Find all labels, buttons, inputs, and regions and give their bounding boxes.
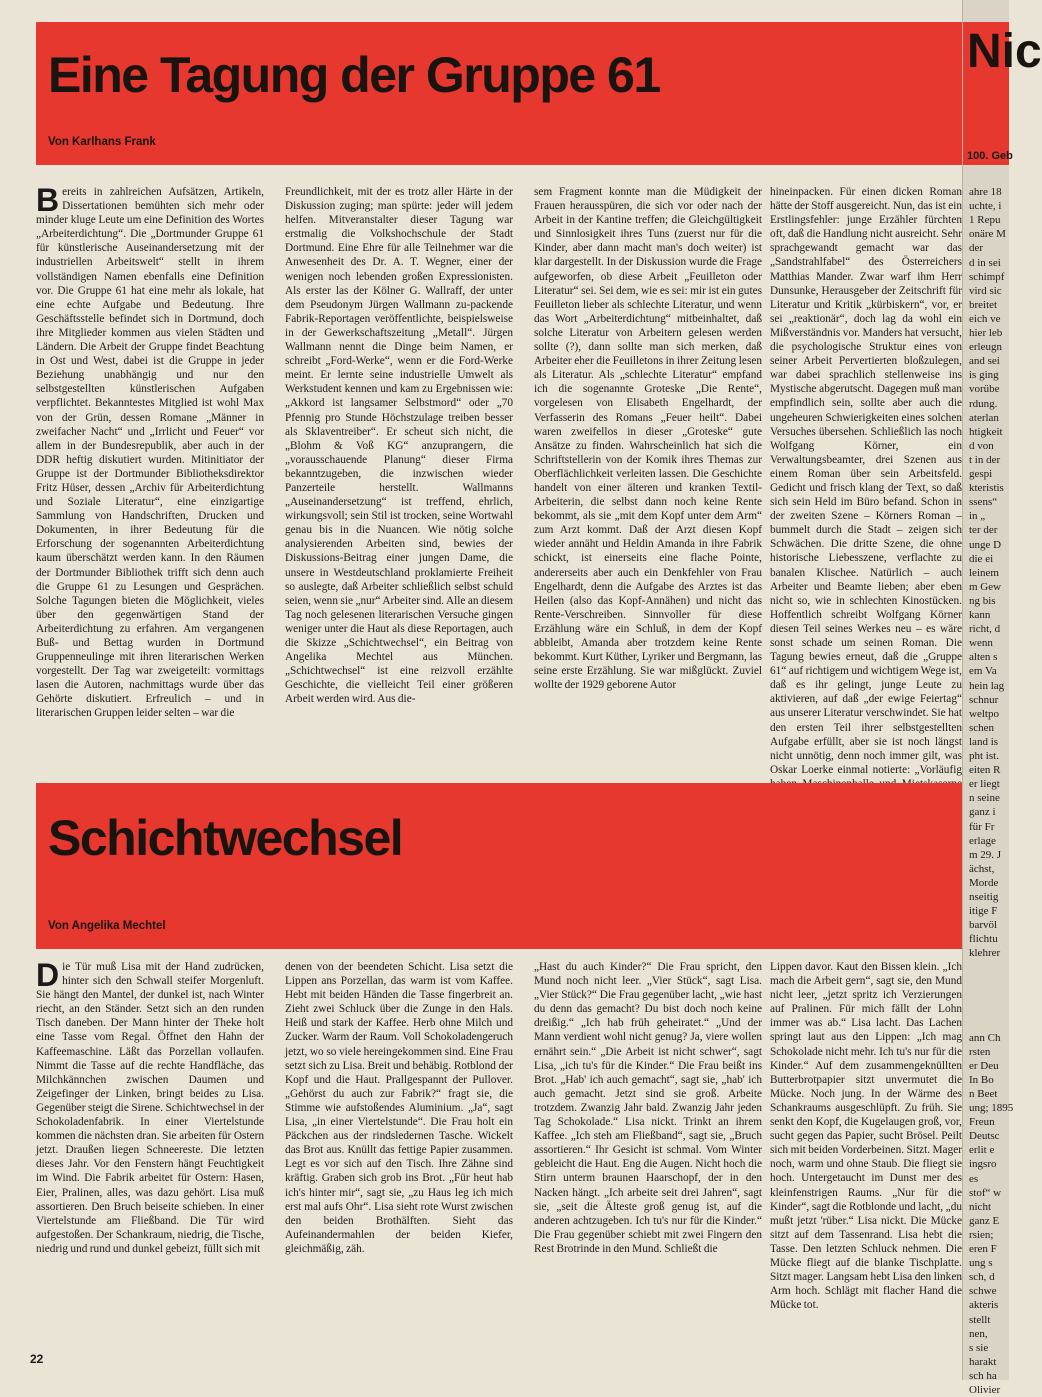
- next-page-fragment: hein lag: [969, 679, 1005, 692]
- article2-column-3: „Hast du auch Kinder?“ Die Frau spricht, den Mund noch nicht leer. „Vier Stück“, sagt Lisa. „Vier Stück?“ Die Frau gegenüber lacht, „wie hast du denn das gemacht? Du bist doch noch keine dreißig.“ „Ich hab früh geheiratet.“ „Und der Mann verdient wohl nicht genug? Ja, viere wollen ernährt sein.“ „Die Arbeit ist nicht schwer“, sagt Lisa, „ich tu's für die Kinder.“ Die Frau beißt ins Brot. „Hab' ich auch gemacht“, sagt sie, „hab' ich auch gemacht. Jetzt sind sie groß. Arbeite trotzdem. Zwanzig Jahr bald. Zwanzig Jahr jeden Tag Schokolade.“ Lisa nickt. Trinkt an ihrem Kaffee. „Ich steh am Fließband“, sagt sie, „Bruch assortieren.“ Ihr Gesicht ist schmal. Vom Winter gebleicht die Haut. Eng die Augen. Nicht hoch die Stirn unterm braunen Haarschopf, der in den Nacken hängt. „Ich arbeite seit drei Jahren“, sagt sie, „seit die Älteste groß genug ist, auf die anderen achtzugeben. Ich tu's nur für die Kinder.“ Die Frau gegenüber schiebt mit zwei Fingern den Rest Brotrinde in den Mund. Schließt die: [534, 961, 762, 1255]
- article2-body: [36, 957, 762, 1332]
- next-page-fragment: nen,: [969, 1327, 988, 1340]
- next-page-fragment: flichtu: [969, 933, 998, 946]
- next-page-fragment: sch, d: [969, 1271, 995, 1284]
- next-page-fragment: 1 Repu: [969, 214, 1001, 227]
- article1-dropcap: B: [36, 182, 60, 218]
- article1-column-2: Freundlichkeit, mit der es trotz aller Härte in der Diskussion zuging; man spürte: jeder will jedem helfen. Mitveranstalter dieser Tagung war erstmalig die Volkshochschule der Stadt Dortmund. Eine Ehre für alle Teilnehmer war die Anwesenheit des Dr. A. T. Wegner, einer der wenigen noch lebenden großen Expressionisten. Als erster las der Kölner G. Wallraff, der unter dem Pseudonym Jürgen Wallmann zu-packende Fabrik-Reportagen veröffentlichte, beispielsweise in der Gewerkschaftszeitung „Metall“. Jürgen Wallmann nennt die Dinge beim Namen, er schreibt „Ford-Werke“, wenn er die Ford-Werke meint. Er lernte seine industrielle Umwelt als Werkstudent kennen und kam zu Ergebnissen wie: „Akkord ist langsamer Selbstmord“ oder „70 Pfennig pro Stunde Höchstzulage treiben besser als Sklaventreiber“. Er scheut sich nicht, die „Blohm & Voß KG“ anzuprangern, die „vorausschauende Planung“ dieser Firma bekanntzugeben, die inzwischen wieder Panzerteile herstellt. Wallmanns „Auseinandersetzung“ ist treffend, ehrlich, wirkungsvoll; sein Stil ist trocken, seine Wortwahl genau bis in die Nuancen. Wie nötig solche analysierenden Arbeiten sind, bewies der Diskussions-Beitrag einer jungen Dame, die unsere in Westdeutschland proklamierte Freiheit so auslegte, daß Arbeiter schließlich selbst schuld seien, wenn sie „nur“ Arbeiter sind. Alle an diesem Tag noch gelesenen literarischen Versuche gingen weniger unter die Haut als diese Reportagen, auch die Skizze „Schichtwechsel“, ein Beitrag von Angelika Mechtel aus München. „Schichtwechsel“ ist eine reizvoll erzählte Geschichte, die vielleicht Teil einer größeren Arbeit werden wird. Aus die-: [285, 186, 513, 706]
- next-page-fragment: schen: [969, 721, 995, 734]
- next-page-fragment: für Fr: [969, 820, 995, 833]
- next-page-fragment: and sei: [969, 355, 1000, 368]
- article1-column-1: [36, 182, 264, 743]
- next-page-fragment: n Beet: [969, 1087, 998, 1100]
- next-page-fragment: Morde: [969, 876, 999, 889]
- next-page-fragment: vird sic: [969, 284, 1002, 297]
- article2-column-4: Lippen davor. Kaut den Bissen klein. „Ich mach die Arbeit gern“, sagt sie, den Mund nicht leer, „jetzt spritz ich Verzierungen auf Pralinen. Für mich fällt der Lohn immer was ab.“ Lisa lacht. Das Lachen springt laut aus den Lippen: „Ich mag Schokolade nicht mehr. Ich tu's nur für die Kinder.“ Auf dem zusammengeknüllten Butterbrotpapier sitzt unvermutet die Mücke. Noch jung. In der Wärme des Schankraums ausgeschlüpft. Zu früh. Sie senkt den Kopf, die Kugelaugen groß, vor, sucht gegen das Papier, sucht Brösel. Peilt sich mit beiden Vorderbeinen. Sitzt. Mager noch, warm und ohne Staub. Die fliegt sie hoch. Untergetaucht im Dunst mer des kleinfenstrigen Raums. „Nur für die Kinder“, sagt die Rotblonde und lacht, „du mußt jetzt 'rüber.“ Lisa nickt. Die Mücke sitzt auf dem Tassenrand. Lisa hebt die Tasse. Den letzten Schluck nehmen. Die Mücke fliegt auf die blanke Tischplatte. Sitzt mager. Langsam hebt Lisa den linken Arm hoch. Schlägt mit flacher Hand die Mücke tot.: [770, 961, 962, 1312]
- next-page-fragment: erlage: [969, 834, 996, 847]
- next-page-fragment: itige F: [969, 905, 998, 918]
- next-page-fragment: ahre 18: [969, 186, 1002, 198]
- next-page-fragment: nseitig: [969, 891, 999, 903]
- next-page-fragment: Deutsc: [969, 1130, 1000, 1143]
- next-page-fragment: kann: [969, 609, 991, 621]
- next-page-fragment: erleugn: [969, 341, 1002, 354]
- next-page-fragment: harakt: [969, 1355, 997, 1368]
- next-page-fragment: ung s: [969, 1257, 993, 1270]
- article1-column-3: sem Fragment konnte man die Müdigkeit der Frauen herausspüren, die sich vor oder nach der Arbeit in der Kantine treffen; die Gleichgültigkeit und Sinnlosigkeit ihres Tuns (zuerst nur für die Kinder, aber dann macht man's doch weiter) ist klar dargestellt. In der Diskussion wurde die Frage aufgeworfen, ob diese Arbeit „Feuilleton oder Literatur“ sei. Sei dem, wie es sei: mir ist ein gutes Feuilleton lieber als schlechte Literatur, und wenn das Wort „Arbeiterdichtung“ mitbeinhaltet, daß solche Literatur von Arbeitern gelesen werden sollte (?), dann sollte man sich merken, daß Arbeiter eher die Feuilletons in ihrer Zeitung lesen als Literatur. Als „schlechte Literatur“ empfand ich die sogenannte Groteske „Die Rente“, vorgelesen von Elisabeth Engelhardt, der Verfasserin des Romans „Feuer heilt“. Dabei waren zweifellos in dieser „Groteske“ gute Ansätze zu finden. Wahrscheinlich hat sich die Schriftstellerin von der Komik ihres Themas zur Oberflächlichkeit verleiten lassen. Die Geschichte handelt von einer älteren und kranken Textil-Arbeiterin, die selbst dann noch keine Rente bekommt, als sie „mit dem Kopf unter dem Arm“ zum Arzt kommt. Daß der Arzt diesen Kopf wieder annäht und Heldin Amanda in ihre Fabrik schickt, ist einerseits eine flache Pointe, andererseits aber auch ein Denkfehler von Frau Engelhardt, denn die Aufgabe des Arztes ist das Heilen (also das Kopf-Annähen) und nicht das Rente-Verschreiben. Sinnvoller für diese Erzählung wäre ein Schluß, in dem der Kopf abbleibt, Amanda aber trotzdem keine Rente bekommt. Kurt Küther, Lyriker und Bergmann, las seine erste Erzählung. Sie war mißglückt. Zuviel wollte der 1929 geborene Autor: [534, 186, 762, 692]
- next-page-fragment: ssens“: [969, 496, 998, 509]
- next-page-fragment: d in sei: [969, 256, 1001, 269]
- article1-column-1-text: ereits in zahlreichen Aufsätzen, Artikeln, Dissertationen bemühten sich mehr oder minder kluge Leute um eine Definition des Wortes „Arbeiterdichtung“. Die „Dortmunder Gruppe 61 für künstlerische Auseinandersetzung mit der industriellen Arbeitswelt“ stellt in ihrem vollständigen Namen ebenfalls eine Definition vor. Die Gruppe 61 hat eine mehr als lokale, hat eine echte Aufgabe und Bedeutung. Ihre Geschäftsstelle befindet sich in Dortmund, doch ihre Mitglieder kommen aus vielen Städten und Ländern. Die Arbeit der Gruppe findet Beachtung in Ost und West, dabei ist die Gruppe in jeder Beziehung unabhängig und nur den selbstgestellten künstlerischen Aufgaben verpflichtet. Bekanntestes Mitglied ist wohl Max von der Grün, dessen Romane „Männer in zweifacher Nacht“ und „Irrlicht und Feuer“ vor allem in der Bundesrepublik, aber auch in der DDR heftig diskutiert wurden. Mitinitiator der Gruppe ist der Dortmunder Bibliotheksdirektor Fritz Hüser, dessen „Archiv für Arbeiterdichtung und Soziale Literatur“, eine einzigartige Sammlung von Handschriften, Drucken und Dokumenten, in ihrer Bedeutung für die Erforschung der sogenannten Arbeiterdichtung kaum überschätzt werden kann. In den Räumen der Dortmunder Bibliothek trifft sich denn auch die Gruppe 61 zu Lesungen und Gesprächen. Solche Tagungen bieten die Möglichkeit, vieles über den gegenwärtigen Stand der Arbeiterdichtung zu erfahren. Am vergangenen Buß- und Bettag wurden in Dortmund Gruppenneulinge mit ihren literarischen Werken vorgestellt. Der Tag war zweigeteilt: vormittags lasen die Autoren, nachmittags wurde über das Gehörte diskutiert. Erfreulich – und in literarischen Gruppen leider selten – war die: [36, 186, 264, 720]
- next-page-fragment: der: [969, 242, 984, 255]
- next-page-fragment: wenn: [969, 637, 993, 650]
- next-page-fragment: is ging: [969, 369, 999, 382]
- next-page-fragment: in „: [969, 510, 986, 523]
- next-page-fragment: ächst,: [969, 862, 995, 875]
- next-page-fragment: klehrer: [969, 947, 1001, 960]
- next-page-fragment: rdung.: [969, 397, 998, 410]
- next-page-fragment: rsten: [969, 1045, 991, 1058]
- next-page-fragment: ganz E: [969, 1214, 1000, 1227]
- next-page-fragment: stellt: [969, 1313, 991, 1326]
- next-page-fragment: breitet: [969, 298, 998, 311]
- next-page-fragment: erlit e: [969, 1144, 995, 1157]
- next-page-fragment: die ei: [969, 552, 994, 565]
- next-page-fragment: pht ist.: [969, 750, 999, 762]
- next-page-fragment: schimpf: [969, 270, 1005, 283]
- next-page-fragment: er liegt: [969, 778, 1000, 791]
- article2-dropcap: D: [36, 957, 60, 993]
- article1-title: Eine Tagung der Gruppe 61: [48, 47, 660, 103]
- next-page-fragment: eiten R: [969, 764, 1001, 777]
- next-page-subtitle: 100. Geb: [967, 150, 1013, 162]
- next-page-fragment: alten s: [969, 651, 998, 664]
- article2-column-1-text: ie Tür muß Lisa mit der Hand zudrücken, hinter sich den Schwall steifer Morgenluft. Sie hängt den Mantel, der dunkel ist, nach Winter riecht, an den Ständer. Setzt sich an den runden Tisch daneben. Der Mann hinter der Theke holt eine Tasse vom Regal. Öffnet den Hahn der Kaffeemaschine. Läßt das Porzellan vollaufen. Nimmt die Tasse auf die rechte Handfläche, das Milchkännchen zwischen Daumen und Zeigefinger der Linken, bringt beides zu Lisa. Gegenüber steigt die Sirene. Schichtwechsel in der Schokoladenfabrik. In einer Viertelstunde kommen die nächsten dran. Sie arbeiten für Ostern jetzt. Draußen liegen Schneereste. Die letzten dieses Jahr. Vor den Fenstern hängt Feuchtigkeit im Wind. Die Fabrik arbeitet für Ostern: Hasen, Eier, Pralinen, alles, was dazu gehört. Lisa muß assortieren. Den Bruch beiseite schieben. In einer Viertelstunde am Fließband. Die Tür wird aufgestoßen. Der Schankraum, niedrig, die Tische, niedrig und rund und dunkel gebeizt, füllt sich mit: [36, 961, 264, 1255]
- next-page-fragment: Freun: [969, 1116, 995, 1129]
- next-page-fragment: uchte, i: [969, 200, 1002, 213]
- next-page-fragment: t in der: [969, 453, 1001, 466]
- next-page-fragment: rsien;: [969, 1228, 994, 1241]
- next-page-fragment: ter der: [969, 524, 998, 537]
- next-page-fragment: stof“ w: [969, 1186, 1002, 1199]
- next-page-fragment: vorübe: [969, 383, 1000, 396]
- next-page-fragment: n seine: [969, 792, 1000, 805]
- next-page-edge: [962, 0, 1042, 1396]
- article1-body: [36, 182, 762, 743]
- next-page-fragment: schwe: [969, 1285, 997, 1298]
- next-page-fragment: nicht: [969, 1200, 991, 1213]
- next-page-fragment: land is: [969, 735, 999, 748]
- article1-title-banner: [36, 22, 968, 165]
- next-page-fragment: kteristis: [969, 482, 1004, 495]
- next-page-fragment: es: [969, 1172, 979, 1185]
- page-number: 22: [30, 1352, 44, 1366]
- next-page-fragment: ganz i: [969, 806, 996, 819]
- next-page-fragment: aterlan: [969, 411, 999, 424]
- next-page-fragment: d von: [969, 439, 994, 452]
- next-page-fragment: m Gew: [969, 580, 1002, 593]
- article2-byline: Von Angelika Mechtel: [48, 920, 166, 932]
- next-page-fragment: barvöl: [969, 919, 998, 932]
- next-page-fragment: unge D: [969, 538, 1002, 551]
- next-page-fragment: Olivier: [969, 1384, 1001, 1396]
- next-page-fragment: ann Ch: [969, 1031, 1001, 1044]
- next-page-fragment: richt, d: [969, 623, 1001, 636]
- next-page-fragment: weltpo: [969, 707, 999, 720]
- next-page-fragment: schnur: [969, 693, 999, 706]
- next-page-fragment: m 29. J: [969, 848, 1002, 861]
- next-page-fragment: akteris: [969, 1299, 999, 1312]
- next-page-fragment: eren F: [969, 1243, 997, 1255]
- next-page-fragment: eich ve: [969, 312, 1001, 325]
- next-page-fragment: ng bis: [969, 594, 996, 607]
- article1-column-4: hineinpacken. Für einen dicken Roman hätte der Stoff ausgereicht. Nun, das ist ein Erstlingsfehler: junge Erzähler fürchten oft, daß die Handlung nicht ausreicht. Sehr sprachgewandt gemacht war das „Sandstrahlfabel“ des Österreichers Matthias Mander. Zwar warf ihm Herr Dunsunke, Herausgeber der Zeitschrift für Literatur und Kritik „kürbiskern“, vor, er sei „reaktionär“, doch lag da wohl ein Mißverständnis vor. Manders hat versucht, die psychologische Struktur eines von seiner Arbeit Pervertierten bloßzulegen, war dabei sprachlich stellenweise ins Mystische abgerutscht. Dagegen muß man empfindlich sein, sollte aber auch die ungeheuren Schwierigkeiten eines solchen Versuches übersehen. Schließlich las noch Wolfgang Körner, ein Verwaltungsbeamter, drei Szenen aus einem Roman über sein Arbeitsfeld. Gedicht und frisch klang der Text, so daß sich sein Held im Büro befand. Schon in der zweiten Szene – Körners Roman – bummelt durch die Stadt – zeigen sich Schwächen. Die dritte Szene, die ohne historische Liebesszene, verflachte zu banalen Klischee. Natürlich – auch Arbeiter und Beamte lieben; aber eben nicht so, wie in schlechten Kinostücken. Hoffentlich schreibt Wolfgang Körner diesen Teil seines Werkes neu – es wäre sonst schade um seinen Roman. Die Tagung bewies erneut, daß die „Gruppe 61“ auf richtigem und wichtigem Wege ist, daß es ihr gelingt, junge Leute zu aktivieren, auf daß „der ewige Feiertag“ aus unserer Literatur verschwindet. Sie hat den ersten Teil ihrer selbstgestellten Aufgabe erfüllt, aber sie ist noch längst nicht unnötig, denn noch immer gilt, was Oskar Loerke einmal notierte: „Vorläufig: [770, 186, 962, 776]
- article2-column-1: [36, 957, 264, 1332]
- next-page-fragment: leinem: [969, 566, 999, 579]
- next-page-fragment: ingsro: [969, 1158, 997, 1171]
- next-page-fragment: htigkeit: [969, 425, 1003, 438]
- article2-title: Schichtwechsel: [48, 810, 403, 866]
- next-page-fragment: hier leb: [969, 327, 1003, 339]
- next-page-fragment: In Bo: [969, 1073, 994, 1086]
- next-page-fragment: ung; 1895: [969, 1102, 1014, 1114]
- next-page-fragment: em Va: [969, 665, 997, 678]
- next-page-fragment: gespi: [969, 468, 993, 480]
- next-page-fragment: sch ha: [969, 1369, 997, 1382]
- article1-byline: Von Karlhans Frank: [48, 136, 156, 148]
- article2-column-2: denen von der beendeten Schicht. Lisa setzt die Lippen ans Porzellan, das warm ist vom Kaffee. Hebt mit beiden Händen die Tasse fingerbreit an. Zieht zwei Schluck über die Zunge in den Hals. Heiß und stark der Kaffee. Herb ohne Milch und Zucker. Warm der Raum. Voll Schokoladengeruch jetzt, wo so viele hereingekommen sind. Eine Frau setzt sich zu Lisa. Breit und behäbig. Rotblond der Kopf und die Haut. Prallgespannt der Pullover. „Gehörst du auch zur Fabrik?“ fragt sie, die Stimme wie aufstoßendes Aluminium. „Ja“, sagt Lisa, „in einer Viertelstunde“. Die Frau holt ein Päckchen aus der rindsledernen Tasche. Wickelt das Brot aus. Knüllt das fettige Papier zusammen. Legt es vor sich auf den Tisch. Ihre Zähne sind kräftig. Graben sich grob ins Brot. „Für heut hab ich's hinter mir“, sagt sie, „zu Haus leg ich mich erst mal aufs Ohr“. Lisa sieht rote Wurst zwischen den beiden Brothälften. Sieht das Aufeinandermahlen der beiden Kiefer, gleichmäßig, zäh.: [285, 961, 513, 1255]
- article2-title-banner: [36, 783, 968, 949]
- next-page-fragment: er Deu: [969, 1059, 999, 1072]
- next-page-fragment: s sie: [969, 1341, 989, 1354]
- next-page-fragment: onäre M: [969, 228, 1006, 241]
- next-page-title: Nic: [967, 25, 1042, 78]
